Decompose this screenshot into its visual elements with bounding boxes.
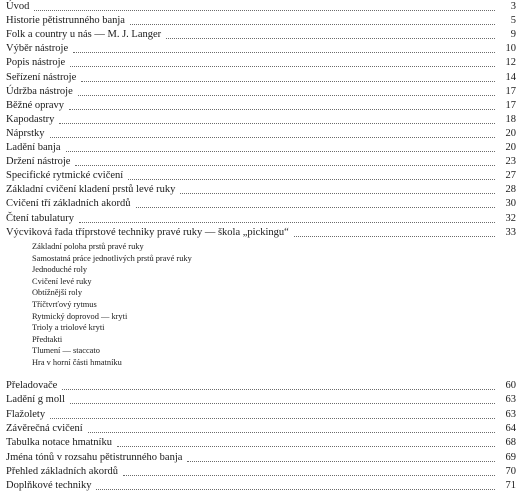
toc-subentry: Trioly a triolové kryti bbox=[32, 323, 105, 333]
toc-entry bbox=[6, 379, 516, 393]
toc-subentry: Hra v horní části hmatníku bbox=[32, 358, 122, 367]
toc-entry-title: Popis nástroje bbox=[6, 57, 66, 69]
toc-entry-page: 17 bbox=[505, 85, 516, 97]
dot-leader bbox=[117, 445, 495, 447]
toc-entry-title: Kapodastry bbox=[6, 113, 55, 125]
dot-leader bbox=[180, 192, 495, 194]
toc-entry-title: Seřízení nástroje bbox=[6, 71, 77, 83]
toc-entry-page: 71 bbox=[505, 480, 516, 492]
toc-entry-title: Přehled základních akordů bbox=[6, 466, 118, 478]
toc-entry-page: 63 bbox=[505, 394, 516, 406]
toc-entry-title: Jména tónů v rozsahu pětistrunného banja bbox=[6, 451, 183, 463]
toc-entry-title: Základní cvičení kladení prstů levé ruky bbox=[6, 184, 176, 196]
dot-leader bbox=[66, 150, 495, 152]
toc-entry-page: 5 bbox=[510, 15, 516, 27]
toc-subentry: Předtakti bbox=[32, 334, 63, 344]
toc-entry-title: Náprstky bbox=[6, 127, 45, 139]
dot-leader bbox=[136, 206, 496, 208]
dot-leader bbox=[70, 402, 495, 404]
dot-leader bbox=[75, 164, 495, 166]
toc-entry-page: 3 bbox=[510, 1, 516, 12]
toc-subentry: Rytmický doprovod — kryti bbox=[32, 311, 128, 321]
toc-entry bbox=[6, 226, 516, 240]
dot-leader bbox=[69, 108, 495, 110]
toc-entry-title: Přeladovače bbox=[6, 380, 58, 391]
toc-entry bbox=[6, 56, 516, 70]
toc-entry bbox=[6, 422, 516, 436]
toc-entry bbox=[6, 436, 516, 450]
dot-leader bbox=[130, 23, 495, 25]
dot-leader bbox=[81, 80, 495, 82]
toc-entry-title: Ladění banja bbox=[6, 142, 61, 153]
dot-leader bbox=[96, 488, 495, 490]
toc-entry-title: Cvičení tří základních akordů bbox=[6, 198, 131, 210]
toc-subentry: Samostatná práce jednotlivých prstů pravé ruky bbox=[32, 253, 192, 263]
toc-entry-page: 9 bbox=[510, 29, 516, 41]
toc-entry bbox=[6, 465, 516, 479]
dot-leader bbox=[123, 474, 495, 476]
toc-entry bbox=[6, 28, 516, 42]
toc-entry bbox=[6, 393, 516, 407]
dot-leader bbox=[50, 136, 496, 138]
toc-entry bbox=[6, 408, 516, 422]
toc-entry-page: 14 bbox=[505, 71, 516, 83]
dot-leader bbox=[70, 65, 495, 67]
toc-subentry: Tlumení — staccato bbox=[32, 346, 100, 356]
toc-entry-title: Údržba nástroje bbox=[6, 85, 73, 97]
toc-entry-page: 10 bbox=[505, 43, 516, 55]
toc-entry-page: 20 bbox=[505, 127, 516, 139]
toc-entry-title: Ladění g moll bbox=[6, 394, 65, 406]
toc-entry bbox=[6, 71, 516, 85]
toc-entry-title: Tabulka notace hmatníku bbox=[6, 437, 112, 449]
toc-entry-page: 32 bbox=[505, 212, 516, 224]
toc-entry-title: Držení nástroje bbox=[6, 156, 71, 168]
toc-entry-page: 20 bbox=[505, 142, 516, 153]
dot-leader bbox=[88, 431, 495, 433]
toc-entry-page: 64 bbox=[505, 423, 516, 435]
toc-subentry: Obtížnější roly bbox=[32, 288, 83, 298]
toc-entry bbox=[6, 14, 516, 28]
toc-entry-title: Závěrečná cvičení bbox=[6, 423, 83, 435]
dot-leader bbox=[34, 9, 495, 11]
toc-entry-page: 23 bbox=[505, 156, 516, 168]
toc-entry bbox=[6, 85, 516, 99]
toc-entry bbox=[6, 42, 516, 56]
dot-leader bbox=[166, 37, 495, 39]
toc-entry-title: Čtení tabulatury bbox=[6, 212, 74, 224]
toc-subentry: Tříčtvrťový rytmus bbox=[32, 300, 97, 309]
dot-leader bbox=[59, 122, 495, 124]
toc-entry-title: Flažolety bbox=[6, 408, 46, 420]
toc-entry-page: 17 bbox=[505, 99, 516, 111]
toc-entry-page: 28 bbox=[505, 184, 516, 196]
toc-entry bbox=[6, 479, 516, 493]
toc-entry bbox=[6, 155, 516, 169]
dot-leader bbox=[50, 417, 495, 419]
toc-entry-page: 27 bbox=[505, 170, 516, 182]
toc-entry bbox=[6, 212, 516, 226]
toc-entry-page: 63 bbox=[505, 408, 516, 420]
dot-leader bbox=[128, 178, 495, 180]
dot-leader bbox=[62, 388, 495, 390]
toc-entry-title: Doplňkové techniky bbox=[6, 480, 92, 492]
toc-entry-title: Historie pětistrunného banja bbox=[6, 15, 125, 27]
dot-leader bbox=[294, 235, 495, 237]
toc-entry-title: Folk a country u nás — M. J. Langer bbox=[6, 29, 162, 41]
toc-entry bbox=[6, 127, 516, 141]
dot-leader bbox=[73, 51, 495, 53]
toc-entry-page: 70 bbox=[505, 466, 516, 478]
toc-entry bbox=[6, 451, 516, 465]
toc-entry-title: Specifické rytmické cvičení bbox=[6, 170, 124, 182]
toc-entry bbox=[6, 197, 516, 211]
toc-entry bbox=[6, 0, 516, 14]
toc-subentry: Základní poloha prstů pravé ruky bbox=[32, 242, 144, 251]
toc-subentry: Cvičení levé ruky bbox=[32, 276, 92, 286]
toc-entry-page: 12 bbox=[505, 57, 516, 69]
toc-entry-page: 60 bbox=[505, 380, 516, 391]
toc-entry-title: Výcviková řada tříprstové techniky pravé ruky — škola „pickingu“ bbox=[6, 226, 289, 238]
toc-entry bbox=[6, 169, 516, 183]
toc-entry-page: 33 bbox=[505, 226, 516, 238]
dot-leader bbox=[187, 460, 495, 462]
toc-entry-page: 69 bbox=[505, 451, 516, 463]
toc-entry bbox=[6, 99, 516, 113]
dot-leader bbox=[78, 94, 495, 96]
toc-entry-page: 68 bbox=[505, 437, 516, 449]
toc-subentry: Jednoduché roly bbox=[32, 265, 88, 275]
toc-entry-page: 30 bbox=[505, 198, 516, 210]
toc-entry bbox=[6, 113, 516, 127]
dot-leader bbox=[79, 221, 495, 223]
toc-entry-title: Běžné opravy bbox=[6, 99, 65, 111]
toc-entry-title: Výběr nástroje bbox=[6, 43, 69, 55]
toc-entry bbox=[6, 141, 516, 155]
toc-entry-title: Úvod bbox=[6, 1, 30, 12]
toc-entry-page: 18 bbox=[505, 113, 516, 125]
toc-entry bbox=[6, 183, 516, 197]
